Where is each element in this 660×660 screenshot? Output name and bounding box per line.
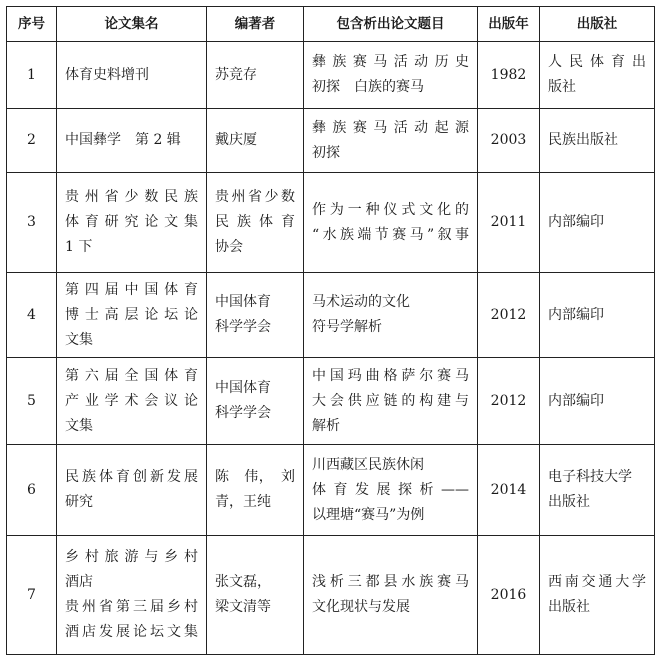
cell-publisher-line: 内部编印: [548, 306, 604, 323]
cell-titles-line: 川西藏区民族休闲: [312, 456, 424, 473]
cell-titles-line: “水族端节赛马”叙事: [312, 226, 469, 243]
cell-collection-line: 乡村旅游与乡村: [65, 549, 198, 565]
cell-collection-line: 酒店: [65, 574, 93, 590]
cell-publisher: [540, 536, 655, 655]
cell-year: 1982: [478, 42, 540, 109]
cell-editor-line: 协会: [215, 239, 243, 255]
cell-titles: [304, 445, 478, 536]
cell-editor-line: 科学学会: [215, 319, 271, 335]
cell-editor-line: 苏竞存: [215, 66, 257, 83]
cell-publisher-line: 版社: [548, 79, 576, 95]
cell-year: 2016: [478, 536, 540, 655]
cell-no: 4: [7, 273, 57, 358]
cell-titles-line: 马术运动的文化: [312, 294, 410, 310]
cell-titles-line: 符号学解析: [312, 319, 382, 335]
cell-editor-line: 科学学会: [215, 405, 271, 421]
cell-collection: [57, 358, 207, 445]
cell-year: 2012: [478, 358, 540, 445]
cell-titles: [304, 109, 478, 173]
cell-publisher-line: 内部编印: [548, 214, 604, 230]
cell-collection-line: 贵州省第三届乡村: [65, 599, 198, 615]
header-year: 出版年: [478, 7, 540, 42]
cell-editor: [207, 273, 304, 358]
cell-editor: [207, 358, 304, 445]
cell-year: 2012: [478, 273, 540, 358]
cell-titles: [304, 536, 478, 655]
cell-no: 5: [7, 358, 57, 445]
cell-collection: [57, 109, 207, 173]
cell-no: 1: [7, 42, 57, 109]
table-header-row: [7, 7, 655, 42]
table-row: [7, 445, 655, 536]
table-row: [7, 536, 655, 655]
cell-titles-line: 中国玛曲格萨尔赛马: [312, 367, 469, 384]
cell-editor-line: 梁文清等: [215, 599, 271, 615]
cell-collection-line: 体育史料增刊: [65, 66, 149, 83]
cell-titles-line: 体育发展探析——: [312, 481, 469, 498]
cell-editor: [207, 445, 304, 536]
header-collection: 论文集名: [57, 7, 207, 42]
cell-titles-line: 彝族赛马活动起源: [312, 119, 469, 136]
cell-editor-line: 张文磊，: [215, 574, 271, 590]
cell-collection-line: 第六届全国体育: [65, 367, 198, 384]
cell-collection-line: 体育研究论文集: [65, 214, 198, 230]
cell-collection-line: 第四届中国体育: [65, 281, 198, 298]
cell-editor-line: 贵州省少数: [215, 189, 295, 205]
cell-editor-line: 中国体育: [215, 294, 271, 310]
collections-table: [6, 6, 655, 655]
cell-editor: [207, 42, 304, 109]
table-row: [7, 358, 655, 445]
cell-collection: [57, 173, 207, 273]
cell-publisher: [540, 42, 655, 109]
cell-publisher: [540, 109, 655, 173]
cell-titles-line: 初探: [312, 144, 340, 161]
cell-titles-line: 浅析三都县水族赛马: [312, 574, 469, 590]
cell-publisher-line: 内部编印: [548, 392, 604, 409]
cell-titles-line: 彝族赛马活动历史: [312, 54, 469, 70]
cell-editor: [207, 536, 304, 655]
header-editor: 编著者: [207, 7, 304, 42]
cell-collection-line: 博士高层论坛论: [65, 306, 198, 323]
cell-collection: [57, 42, 207, 109]
cell-editor-line: 戴庆厦: [215, 132, 257, 148]
cell-collection-line: 产业学术会议论: [65, 392, 198, 409]
cell-titles-line: 解析: [312, 417, 340, 434]
cell-publisher-line: 出版社: [548, 494, 590, 510]
cell-editor-line: 中国体育: [215, 380, 271, 396]
cell-collection-line: 研究: [65, 494, 93, 510]
cell-editor-line: 民族体育: [215, 214, 295, 230]
cell-no: 3: [7, 173, 57, 273]
cell-titles: [304, 42, 478, 109]
cell-no: 2: [7, 109, 57, 173]
cell-editor-line: 陈 伟， 刘: [215, 469, 295, 485]
cell-collection: [57, 445, 207, 536]
cell-publisher: [540, 173, 655, 273]
table-row: [7, 42, 655, 109]
cell-titles: [304, 358, 478, 445]
cell-publisher-line: 人民体育出: [548, 54, 646, 70]
cell-titles-line: 以理塘“赛马”为例: [312, 506, 425, 523]
cell-collection-line: 中国彝学 第 2 辑: [65, 132, 181, 148]
cell-year: 2014: [478, 445, 540, 536]
cell-year: 2003: [478, 109, 540, 173]
document-page: [6, 6, 654, 655]
table-row: [7, 273, 655, 358]
cell-publisher-line: 民族出版社: [548, 132, 618, 148]
cell-collection-line: 酒店发展论坛文集: [65, 624, 198, 640]
cell-editor-line: 青，王纯: [215, 494, 271, 510]
cell-collection-line: 1 下: [65, 239, 93, 255]
cell-editor: [207, 109, 304, 173]
cell-publisher-line: 出版社: [548, 599, 590, 615]
cell-collection: [57, 273, 207, 358]
cell-publisher: [540, 445, 655, 536]
cell-no: 7: [7, 536, 57, 655]
cell-collection-line: 文集: [65, 331, 93, 348]
header-no: 序号: [7, 7, 57, 42]
cell-titles-line: 初探 白族的赛马: [312, 79, 424, 95]
cell-publisher: [540, 358, 655, 445]
header-publisher: 出版社: [540, 7, 655, 42]
cell-collection: [57, 536, 207, 655]
cell-titles-line: 文化现状与发展: [312, 599, 410, 615]
cell-editor: [207, 173, 304, 273]
cell-collection-line: 贵州省少数民族: [65, 189, 198, 205]
cell-titles: [304, 273, 478, 358]
cell-publisher-line: 西南交通大学: [548, 574, 646, 590]
cell-collection-line: 民族体育创新发展: [65, 469, 198, 485]
cell-titles-line: 大会供应链的构建与: [312, 392, 469, 409]
table-row: [7, 109, 655, 173]
cell-titles-line: 作为一种仪式文化的: [312, 201, 469, 218]
cell-titles: [304, 173, 478, 273]
cell-year: 2011: [478, 173, 540, 273]
table-row: [7, 173, 655, 273]
cell-no: 6: [7, 445, 57, 536]
cell-publisher-line: 电子科技大学: [548, 469, 632, 485]
header-titles: 包含析出论文题目: [304, 7, 478, 42]
cell-publisher: [540, 273, 655, 358]
cell-collection-line: 文集: [65, 417, 93, 434]
